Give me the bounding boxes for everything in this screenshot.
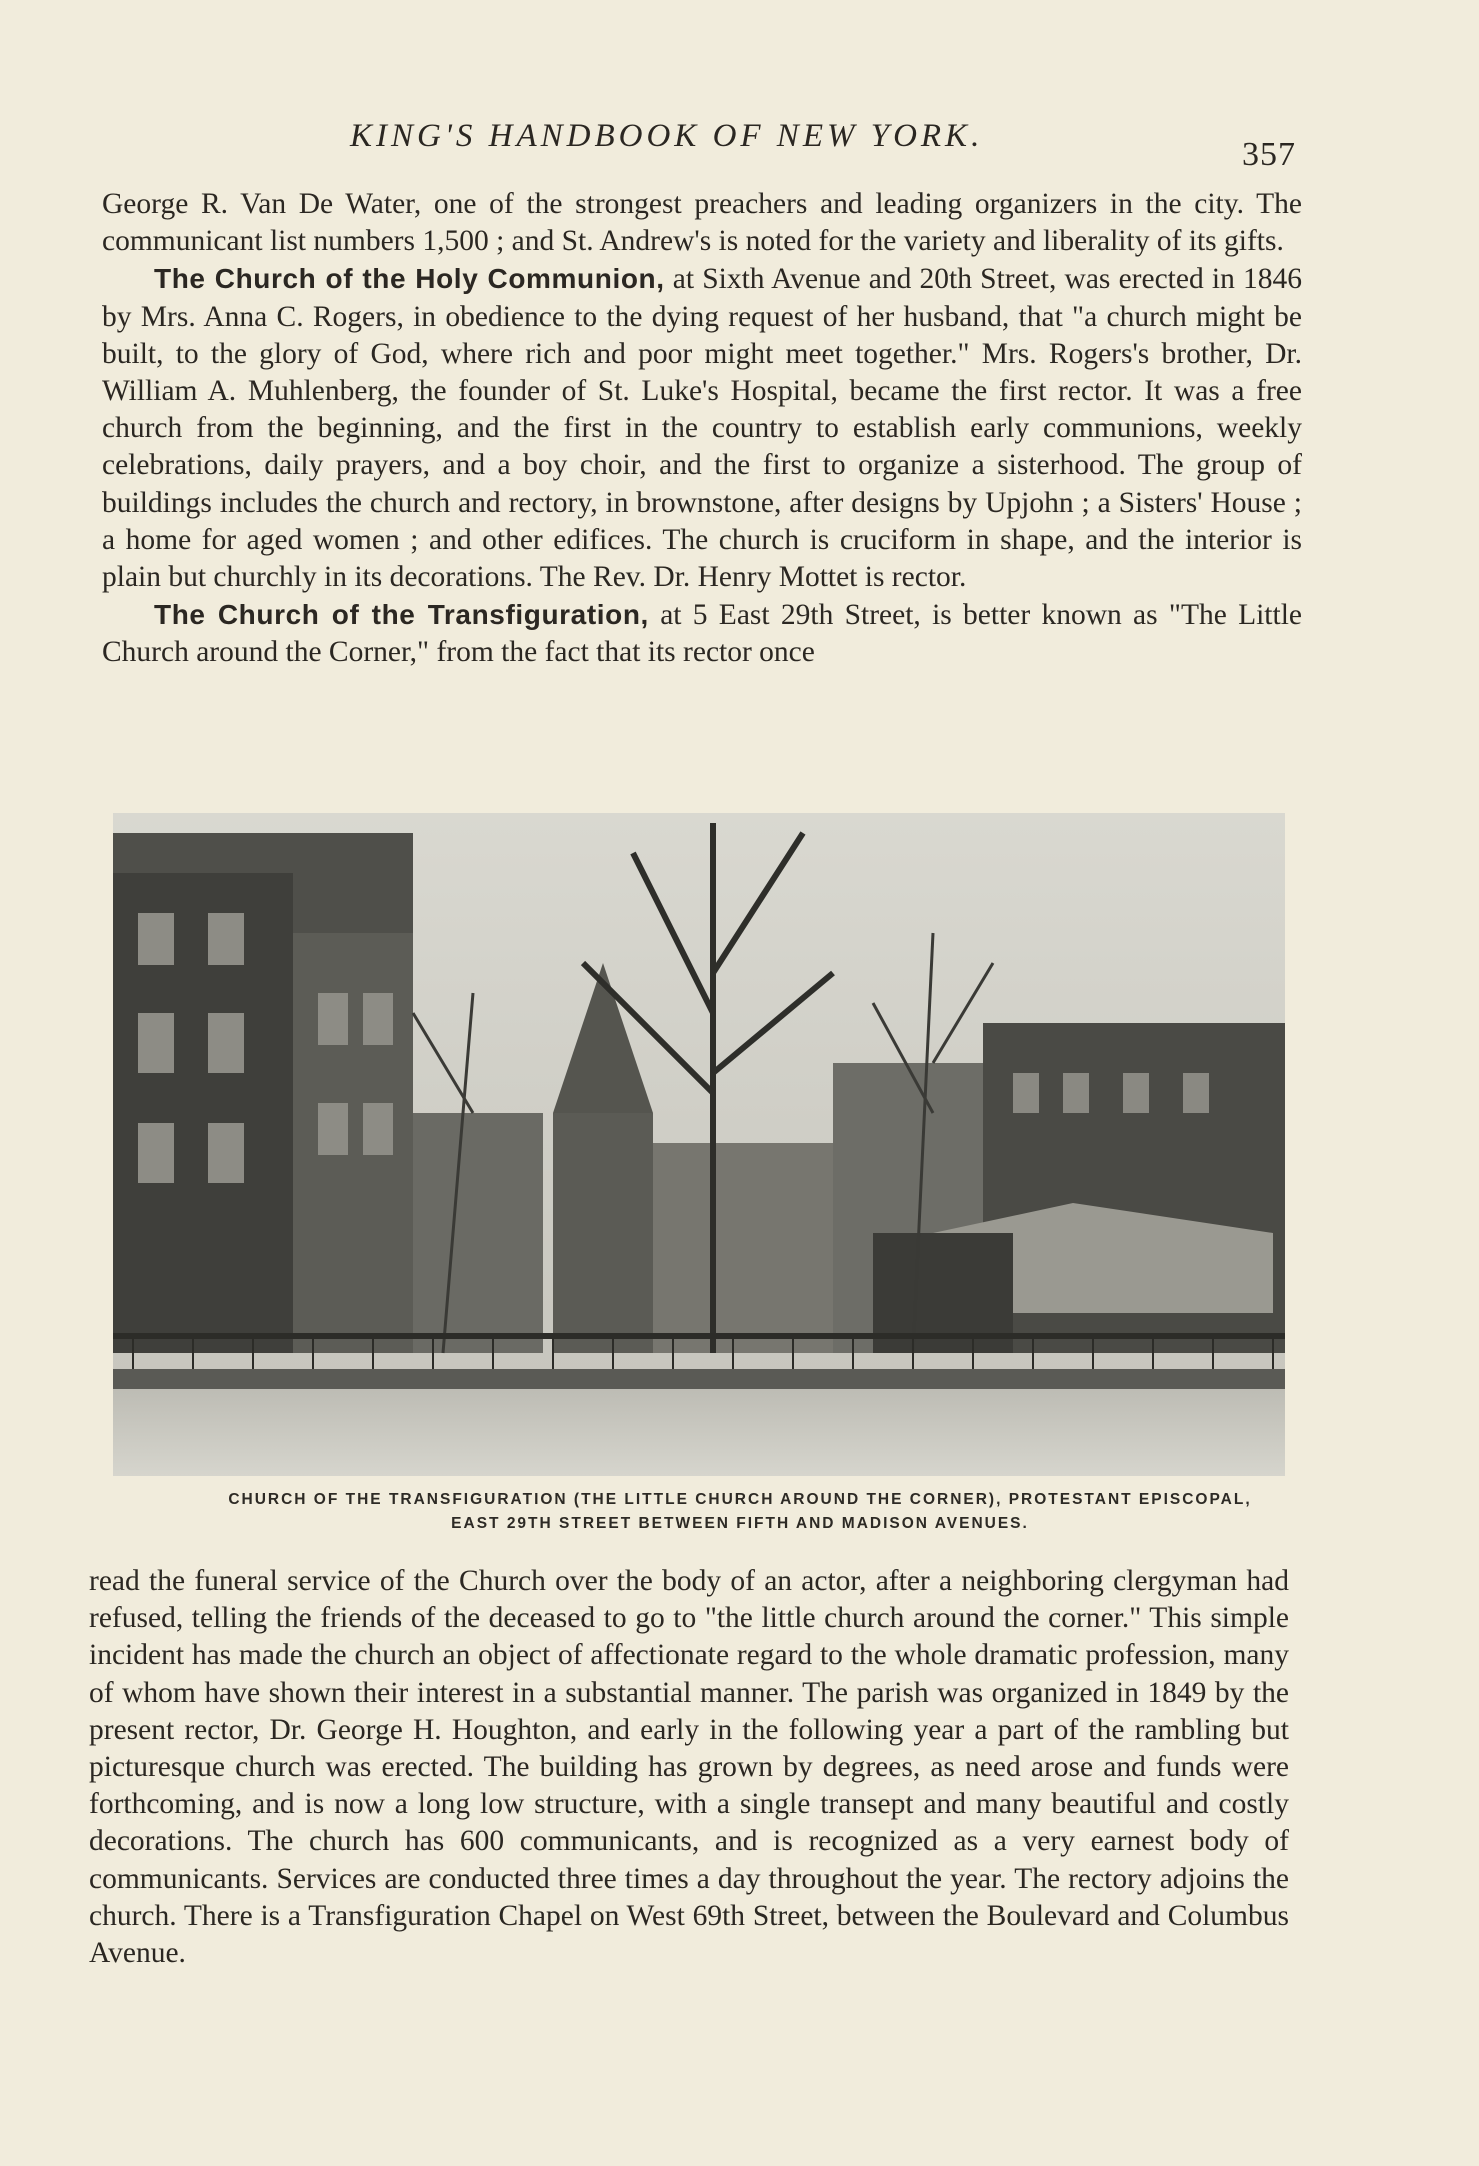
- paragraph-holy-communion: [102, 260, 1302, 596]
- running-title: KING'S HANDBOOK OF NEW YORK.: [350, 118, 984, 154]
- paragraph-holy-communion-body: at Sixth Avenue and 20th Street, was erected in 1846 by Mrs. Anna C. Rogers, in obedience to the dying request of her husband, that "a church might be built, to the glory of God, where rich and poor might meet together." Mrs. Rogers's brother, Dr. William A. Muhlenberg, the founder of St. Luke's Hospital, became the first rector. It was a free church from the beginning, and the first in the country to establish early communions, weekly celebrations, daily prayers, and a boy choir, and the first to organize a sisterhood. The group of buildings includes the church and rectory, in brownstone, after designs by Upjohn ; a Sisters' House ; a home for aged women ; and other edifices. The church is cruciform in shape, and the interior is plain but churchly in its decorations. The Rev. Dr. Henry Mottet is rector.: [102, 263, 1302, 594]
- heading-transfiguration: The Church of the Transfiguration,: [154, 599, 649, 631]
- caption-line-1: CHURCH OF THE TRANSFIGURATION (THE LITTLE CHURCH AROUND THE CORNER), PROTESTANT EPISCOPAL,: [228, 1491, 1252, 1508]
- page-header: [0, 112, 1479, 172]
- figure-caption: [100, 1488, 1380, 1536]
- paragraph-transfiguration-intro: [102, 596, 1302, 671]
- upper-text-block: [102, 186, 1302, 672]
- paragraph-transfiguration-intro-body: at 5 East 29th Street, is better known as "The Little Church around the Corner," from the fact that its rector once: [102, 599, 1302, 669]
- paragraph-st-andrews-end: George R. Van De Water, one of the strongest preachers and leading organizers in the city. The communicant list numbers 1,500 ; and St. Andrew's is noted for the variety and liberality of its gifts.: [102, 188, 1302, 258]
- caption-line-2: EAST 29TH STREET BETWEEN FIFTH AND MADISON AVENUES.: [451, 1515, 1029, 1532]
- heading-holy-communion: The Church of the Holy Communion,: [154, 263, 665, 295]
- church-photograph: [113, 813, 1285, 1476]
- lower-text-block: [89, 1563, 1289, 1972]
- paragraph-transfiguration-continued: read the funeral service of the Church over the body of an actor, after a neighboring clergyman had refused, telling the friends of the deceased to go to "the little church around the corner." This simple incident has made the church an object of affectionate regard to the whole dramatic profession, many of whom have shown their interest in a substantial manner. The parish was organized in 1849 by the present rector, Dr. George H. Houghton, and early in the following year a part of the rambling but picturesque church was erected. The building has grown by degrees, as need arose and funds were forthcoming, and is now a long low structure, with a single transept and many beautiful and costly decorations. The church has 600 communicants, and is recognized as a very earnest body of communicants. Services are conducted three times a day throughout the year. The rectory adjoins the church. There is a Transfiguration Chapel on West 69th Street, between the Boulevard and Columbus Avenue.: [89, 1565, 1289, 1970]
- page-number: 357: [1242, 136, 1296, 173]
